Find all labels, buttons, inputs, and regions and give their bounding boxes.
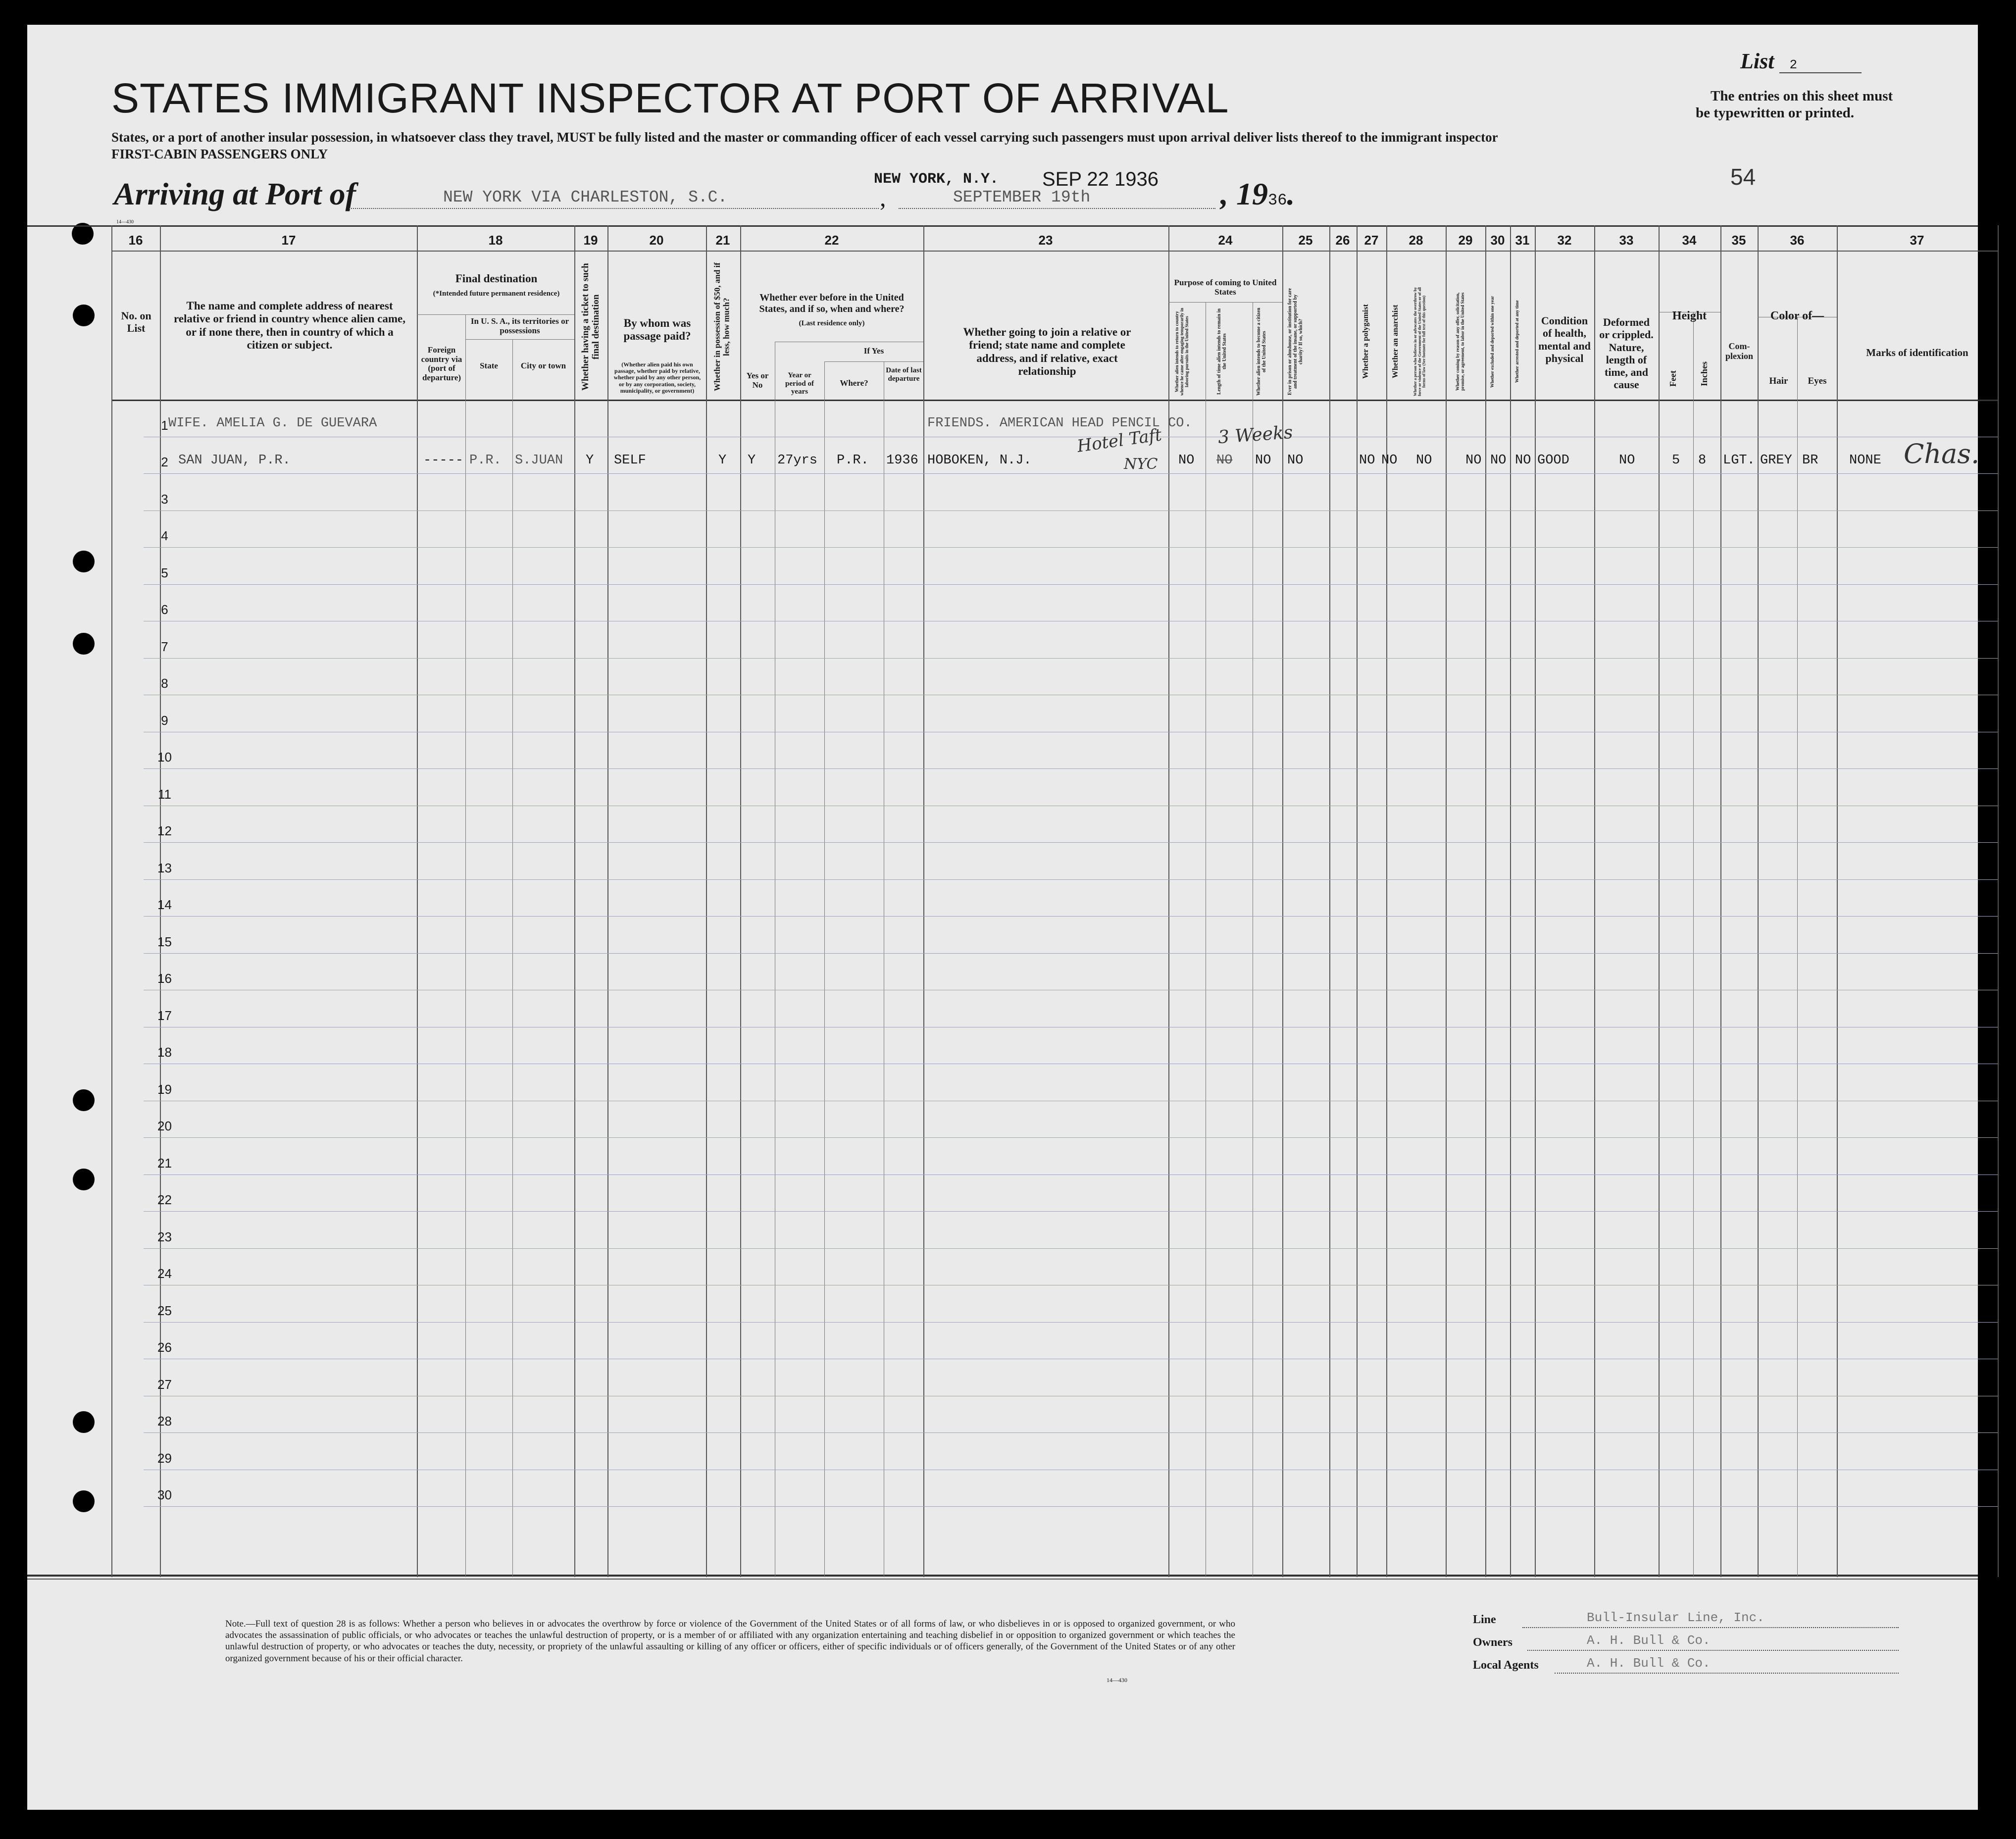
row-line <box>144 916 1998 917</box>
entry-arrested: NO <box>1515 453 1531 468</box>
row-number: 18 <box>157 1045 172 1060</box>
column-number: 36 <box>1790 233 1805 248</box>
header-yes-no: Yes or No <box>746 371 769 390</box>
agents-label: Local Agents <box>1473 1659 1539 1672</box>
row-line <box>144 658 1998 659</box>
row-number: 26 <box>157 1340 172 1355</box>
header-anarchist: Whether an anarchist <box>1391 305 1400 379</box>
entry-where: P.R. <box>837 453 869 468</box>
table-bottom-border <box>27 1575 1978 1577</box>
entry-polygamist: NO <box>1359 453 1375 468</box>
entry-before-yes: Y <box>748 453 756 468</box>
header-paid-by: By whom was passage paid? <box>623 317 691 343</box>
year-suffix: 36 <box>1268 191 1287 209</box>
row-number: 11 <box>158 786 171 802</box>
year <box>1220 176 1295 212</box>
header-ticket: Whether having a ticket to such final destination <box>580 263 601 391</box>
row-line <box>144 547 1998 548</box>
column-number: 21 <box>715 233 730 248</box>
col-line <box>1386 225 1387 1577</box>
header-has-50: Whether in possession of $50, and if less, how much? <box>712 262 731 391</box>
header-relative: The name and complete address of nearest relative or friend in country whence alien came, or if none there, then in country of which a citizen or subject. <box>173 300 405 352</box>
punch-hole <box>73 1411 95 1433</box>
header-height: Height <box>1672 309 1707 322</box>
arriving-port-line <box>349 208 879 209</box>
entry-foreign: ----- <box>423 453 464 468</box>
col-line <box>607 225 608 1577</box>
header-period: Year or period of years <box>785 371 814 396</box>
table-top-border <box>27 225 1978 227</box>
row-number: 3 <box>161 491 168 507</box>
header-before-us-sub: (Last residence only) <box>799 319 865 327</box>
sub-rule <box>465 339 574 340</box>
row-line <box>144 1211 1998 1212</box>
row-number: 21 <box>157 1155 172 1171</box>
row-line <box>144 1322 1998 1323</box>
header-hair: Hair <box>1769 376 1788 386</box>
entry-has-50: Y <box>718 453 727 468</box>
row-line <box>144 953 1998 954</box>
list-number <box>1740 49 1862 74</box>
header-joining: Whether going to join a relative or friend; state name and complete address, and if relative, exact relationship <box>963 326 1131 378</box>
column-number: 20 <box>649 233 664 248</box>
entry-length: NO <box>1216 453 1233 468</box>
col-line <box>512 339 513 1577</box>
row-number: 30 <box>157 1487 172 1502</box>
line-value: Bull-Insular Line, Inc. <box>1587 1610 1764 1625</box>
row-line <box>144 1506 1998 1507</box>
row-number: 27 <box>157 1377 172 1392</box>
punch-hole <box>73 1169 95 1190</box>
entry-health: GOOD <box>1537 453 1569 468</box>
entries-note-1: The entries on this sheet must <box>1711 88 1893 104</box>
footer-note: Note.—Full text of question 28 is as follows: Whether a person who believes in or advocates the overthrow by force or violence of the Government of the United States or of all forms of law, or who disbelieves in or is opposed to organized government, or who advocates the assassination of public officials, or who advocates or teaches the unlawful destruction of property, or is a member of or affiliated with any organization entertaining and teaching disbelief in or opposition to organized government or which teaches the unlawful destruction of property, or who advocates or teaches the duty, necessity, or propriety of the unlawful assaulting or killing of any officer or officers, either of specific individuals or of officers generally, of the Government of the United States or of any other organized government because of his or their official character. <box>225 1619 1235 1664</box>
header-purpose-citizen: Whether alien intends to become a citizen of the United States <box>1256 307 1267 396</box>
handwritten-joining: Hotel Taft <box>1076 425 1163 457</box>
entry-joining-line2: HOBOKEN, N.J. <box>927 453 1032 468</box>
column-number: 18 <box>488 233 503 248</box>
entry-ticket: Y <box>586 453 594 468</box>
col-line <box>1693 312 1694 1577</box>
col-line <box>574 225 575 1577</box>
col-line <box>1998 225 1999 1577</box>
column-number: 30 <box>1490 233 1505 248</box>
row-line <box>144 879 1998 880</box>
line-label: Line <box>1473 1613 1496 1626</box>
list-label: List <box>1740 49 1774 73</box>
arriving-port: NEW YORK VIA CHARLESTON, S.C. <box>443 188 728 206</box>
header-final-destination-sub: (*Intended future permanent residence) <box>433 290 560 298</box>
column-number: 31 <box>1515 233 1530 248</box>
sheet-number: 54 <box>1730 164 1756 190</box>
agents-underline <box>1555 1673 1899 1674</box>
punch-hole <box>73 551 95 572</box>
header-purpose-return: Whether alien intends to return to country whence he came after engaging temporarily in laboring pursuits in the United States <box>1174 307 1189 396</box>
stamp-date: SEP 22 1936 <box>1042 168 1159 190</box>
col-line <box>1720 225 1721 1577</box>
row-line <box>144 1432 1998 1433</box>
owners-label: Owners <box>1473 1636 1512 1649</box>
column-number: 26 <box>1335 233 1350 248</box>
row-number: 19 <box>157 1081 172 1097</box>
col-line <box>1797 317 1798 1577</box>
header-excluded: Whether excluded and deported within one year <box>1490 296 1495 388</box>
entry-citizen: NO <box>1255 453 1271 468</box>
row-number: 12 <box>157 823 172 838</box>
header-state: State <box>480 361 498 370</box>
row-line <box>144 842 1998 843</box>
entry-state: P.R. <box>469 453 502 468</box>
col-line <box>417 225 418 1577</box>
entry-prison: NO <box>1287 453 1304 468</box>
class-note: FIRST-CABIN PASSENGERS ONLY <box>111 147 328 161</box>
handwritten-marks: Chas. <box>1904 438 1980 469</box>
row-number: 9 <box>161 713 168 728</box>
header-prison: Ever in prison or almshouse, or institution for care and treatment of the insane, or supported by charity? If so, which? <box>1287 288 1304 396</box>
header-health: Condition of health, mental and physical <box>1538 314 1591 364</box>
column-number: 33 <box>1619 233 1634 248</box>
row-line <box>144 473 1998 474</box>
row-number: 10 <box>157 750 172 765</box>
header-deformed: Deformed or crippled. Nature, length of time, and cause <box>1599 316 1654 391</box>
column-number: 29 <box>1458 233 1473 248</box>
row-number: 28 <box>157 1414 172 1429</box>
entry-feet: 5 <box>1672 453 1680 468</box>
column-number: 27 <box>1364 233 1379 248</box>
stamp-port: NEW YORK, N.Y. <box>874 171 999 188</box>
punch-hole <box>73 1490 95 1512</box>
row-number: 16 <box>157 971 172 986</box>
row-line <box>144 584 1998 585</box>
column-number: 35 <box>1731 233 1746 248</box>
col-line <box>1357 225 1358 1577</box>
entry-date-departure: 1936 <box>886 453 918 468</box>
handwritten-joining-2: NYC <box>1124 456 1158 473</box>
header-overthrow-text: Whether a person who believes in or advocates the overthrow by force or violence of the Government of the United States or of all forms of law (See footnote for full text of this question) <box>1413 287 1426 396</box>
row-number: 23 <box>157 1229 172 1244</box>
row-number: 13 <box>157 860 172 875</box>
header-paid-by-sub: (Whether alien paid his own passage, whether paid by relative, whether paid by any other person, or by any corporation, society, municipality, or government) <box>613 361 701 394</box>
punch-hole <box>73 305 95 326</box>
header-inches: Inches <box>1699 361 1709 387</box>
period: . <box>1287 176 1295 211</box>
entry-marks: NONE <box>1849 453 1881 468</box>
column-number: 25 <box>1298 233 1313 248</box>
header-final-destination: Final destination <box>455 272 538 285</box>
col-line <box>706 225 707 1577</box>
column-number: 16 <box>128 233 143 248</box>
column-number: 24 <box>1218 233 1233 248</box>
row-number: 8 <box>161 676 168 691</box>
column-number: 17 <box>281 233 296 248</box>
row-number: 29 <box>157 1450 172 1466</box>
header-purpose: Purpose of coming to United States <box>1174 278 1277 297</box>
entry-return: NO <box>1178 453 1195 468</box>
column-number: 23 <box>1038 233 1053 248</box>
column-number: 37 <box>1910 233 1924 248</box>
column-number: 28 <box>1409 233 1423 248</box>
handwritten-length: 3 Weeks <box>1217 422 1294 448</box>
col-line <box>111 225 112 1577</box>
header-city: City or town <box>520 361 566 370</box>
column-number-rule <box>111 251 1998 252</box>
row-number: 6 <box>161 602 168 617</box>
arriving-label: Arriving at Port of <box>114 176 356 211</box>
col-line <box>1758 225 1759 1577</box>
entry-hair: GREY <box>1760 453 1792 468</box>
entry-complexion: LGT. <box>1723 453 1755 468</box>
header-marks: Marks of identification <box>1866 347 1968 358</box>
entry-relative-line1: WIFE. AMELIA G. DE GUEVARA <box>168 416 377 431</box>
entry-joining-line1: FRIENDS. AMERICAN HEAD PENCIL CO. <box>927 416 1192 431</box>
row-line <box>144 1137 1998 1138</box>
sub-rule <box>824 361 923 362</box>
col-line <box>1535 225 1536 1577</box>
arriving-date-line <box>899 208 1215 209</box>
row-number: 25 <box>157 1303 172 1318</box>
entry-labor: NO <box>1465 453 1482 468</box>
row-number: 20 <box>157 1119 172 1133</box>
list-value: 2 <box>1779 57 1862 73</box>
row-number: 24 <box>157 1266 172 1281</box>
punch-hole <box>73 633 95 655</box>
header-if-yes: If Yes <box>863 346 884 356</box>
col-line <box>465 314 466 1577</box>
row-number: 14 <box>157 897 172 912</box>
comma-1: , <box>880 184 886 211</box>
footer-form-code: 14—430 <box>1107 1677 1127 1684</box>
header-no-on-list: No. on List <box>121 309 151 335</box>
form-code-top: 14—430 <box>116 219 134 225</box>
entry-deformed: NO <box>1619 453 1635 468</box>
table-bottom-border-2 <box>27 1579 1978 1580</box>
column-number: 32 <box>1557 233 1572 248</box>
manifest-sheet <box>27 25 1978 1810</box>
agents-value: A. H. Bull & Co. <box>1587 1656 1711 1671</box>
line-underline <box>1522 1627 1899 1628</box>
col-line <box>923 225 924 1577</box>
header-color: Color of— <box>1770 309 1824 322</box>
comma-2: , <box>1220 176 1236 211</box>
col-line <box>1594 225 1595 1577</box>
header-feet: Feet <box>1668 370 1678 387</box>
header-arrested: Whether arrested and deported at any time <box>1514 300 1519 383</box>
row-number: 5 <box>161 565 168 580</box>
header-before-us: Whether ever before in the United States, and if so, when and where? <box>759 292 905 314</box>
entry-relative-line2: SAN JUAN, P.R. <box>178 453 291 468</box>
punch-hole <box>73 1089 95 1111</box>
row-line <box>144 768 1998 769</box>
col-line <box>1485 225 1486 1577</box>
col-line <box>1446 225 1447 1577</box>
row-number: 2 <box>161 455 168 469</box>
col-line <box>1837 225 1838 1577</box>
col-line <box>1659 225 1660 1577</box>
entries-note-2: be typewritten or printed. <box>1696 105 1855 121</box>
row-number: 22 <box>157 1192 172 1207</box>
entry-overthrow: NO <box>1416 453 1432 468</box>
year-prefix: 19 <box>1236 176 1268 211</box>
entry-city: S.JUAN <box>515 453 563 468</box>
entry-period: 27yrs <box>777 453 818 468</box>
col-line <box>824 361 825 1577</box>
header-purpose-length: Length of time alien intends to remain in the United States <box>1216 308 1227 395</box>
header-where: Where? <box>840 378 868 388</box>
entry-inches: 8 <box>1698 453 1707 468</box>
column-number: 22 <box>824 233 839 248</box>
column-number: 19 <box>583 233 598 248</box>
col-line <box>1510 225 1511 1577</box>
entry-excluded: NO <box>1490 453 1507 468</box>
header-bottom-rule <box>111 400 1998 401</box>
subtitle: States, or a port of another insular possession, in whatsoever class they travel, MUST be fully listed and the master or commanding officer of each vessel carrying such passengers must upon arrival deliver lists thereof to the immigrant inspector <box>111 130 1498 145</box>
header-eyes: Eyes <box>1808 376 1827 386</box>
sub-rule <box>1168 302 1282 303</box>
row-number: 17 <box>157 1008 172 1023</box>
entry-eyes: BR <box>1802 453 1818 468</box>
col-line <box>740 225 741 1577</box>
sub-rule <box>417 314 574 315</box>
row-line <box>144 1248 1998 1249</box>
arriving-date: SEPTEMBER 19th <box>953 188 1091 206</box>
header-labor: Whether coming by reason of any offer, solicitation, promise, or agreement, to labor in the United States <box>1455 292 1465 391</box>
column-number: 34 <box>1682 233 1697 248</box>
row-number: 15 <box>157 934 172 949</box>
header-complexion: Com- plexion <box>1725 341 1753 361</box>
header-foreign-country: Foreign country via (port of departure) <box>421 345 462 383</box>
row-number: 7 <box>161 639 168 654</box>
entry-paid-by: SELF <box>614 453 646 468</box>
header-date-departure: Date of last departure <box>886 366 922 383</box>
page-title: STATES IMMIGRANT INSPECTOR AT PORT OF ARRIVAL <box>111 75 1229 121</box>
owners-underline <box>1527 1650 1899 1651</box>
header-polygamist: Whether a polygamist <box>1361 304 1370 379</box>
header-usa: In U. S. A., its territories or possessions <box>470 316 569 335</box>
owners-value: A. H. Bull & Co. <box>1587 1633 1711 1648</box>
entry-anarchist: NO <box>1381 453 1398 468</box>
col-line <box>1329 225 1330 1577</box>
row-number: 4 <box>161 528 168 543</box>
row-number: 1 <box>161 417 168 433</box>
